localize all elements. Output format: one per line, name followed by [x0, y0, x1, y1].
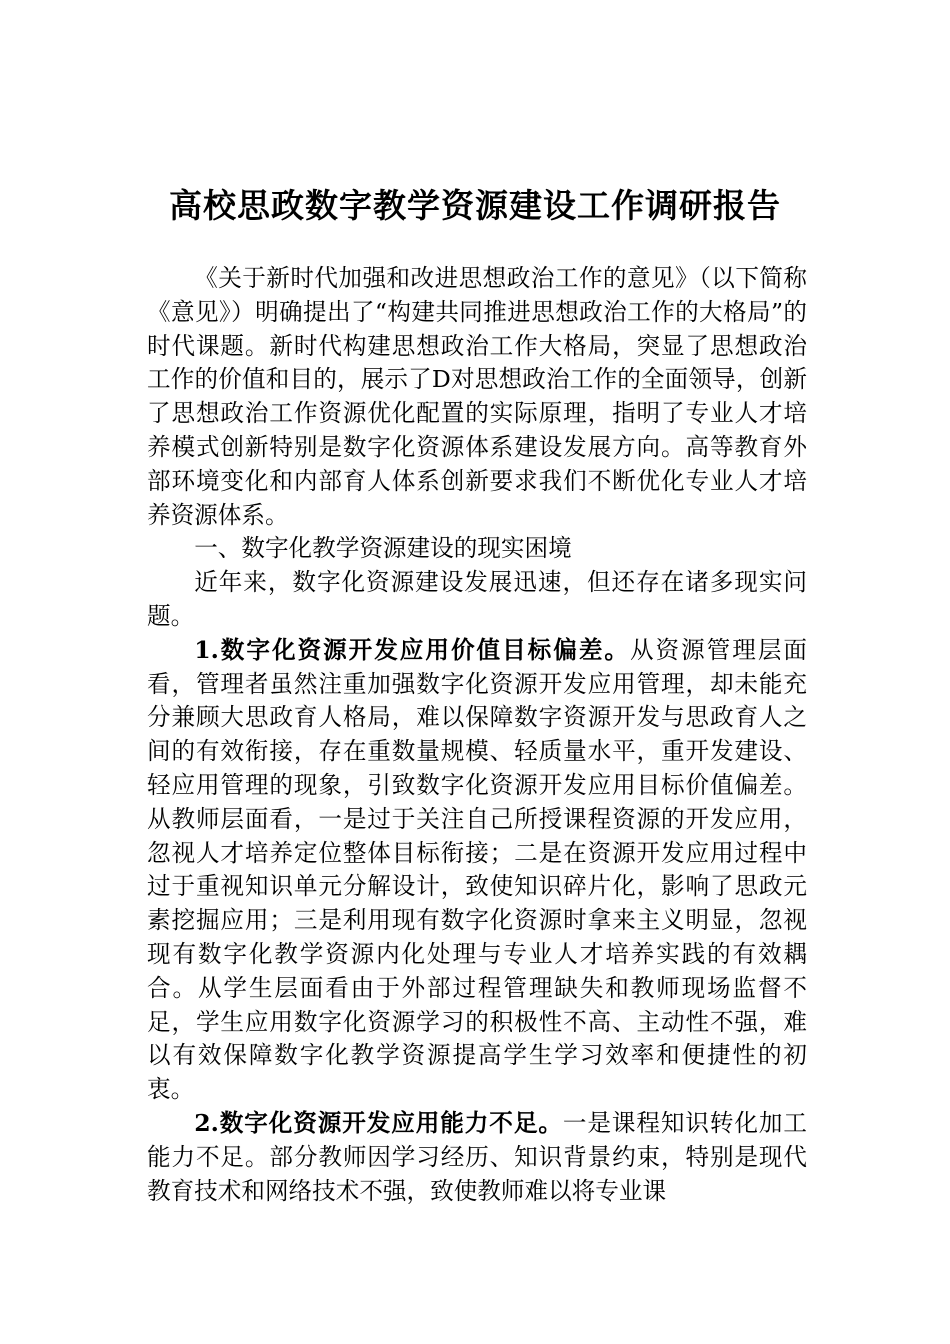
- item-1-label: 1.数字化资源开发应用价值目标偏差。: [194, 635, 630, 664]
- section-heading: 一、数字化教学资源建设的现实困境: [194, 534, 572, 563]
- item-2-label: 2.数字化资源开发应用能力不足。: [194, 1108, 563, 1137]
- section-lead-paragraph: 近年来，数字化资源建设发展迅速，但还存在诸多现实问题。: [147, 568, 807, 630]
- document-body: [147, 262, 807, 1208]
- document-title: 高校思政数字教学资源建设工作调研报告: [169, 186, 781, 226]
- intro-paragraph: 《关于新时代加强和改进思想政治工作的意见》（以下简称《意见》）明确提出了“构建共同推进思想政治工作的大格局”的时代课题。新时代构建思想政治工作大格局，突显了思想政治工作的价值和目的，展示了D对思想政治工作的全面领导，创新了思想政治工作资源优化配置的实际原理，指明了专业人才培养模式创新特别是数字化资源体系建设发展方向。高等教育外部环境变化和内部育人体系创新要求我们不断优化专业人才培养资源体系。: [147, 264, 807, 529]
- item-1-text: 从资源管理层面看，管理者虽然注重加强数字化资源开发应用管理，却未能充分兼顾大思政育人格局，难以保障数字资源开发与思政育人之间的有效衔接，存在重数量规模、轻质量水平，重开发建设、轻应用管理的现象，引致数字化资源开发应用目标价值偏差。从教师层面看，一是过于关注自己所授课程资源的开发应用，忽视人才培养定位整体目标衔接；二是在资源开发应用过程中过于重视知识单元分解设计，致使知识碎片化，影响了思政元素挖掘应用；三是利用现有数字化资源时拿来主义明显，忽视现有数字化教学资源内化处理与专业人才培养实践的有效耦合。从学生层面看由于外部过程管理缺失和教师现场监督不足，学生应用数字化资源学习的积极性不高、主动性不强，难以有效保障数字化教学资源提高学生学习效率和便捷性的初衷。: [147, 635, 807, 1104]
- item-2-paragraph: [147, 1107, 807, 1208]
- item-1-paragraph: [147, 634, 807, 1107]
- item-2-text: 一是课程知识转化加工能力不足。部分教师因学习经历、知识背景约束，特别是现代教育技术和网络技术不强，致使教师难以将专业课: [147, 1108, 808, 1205]
